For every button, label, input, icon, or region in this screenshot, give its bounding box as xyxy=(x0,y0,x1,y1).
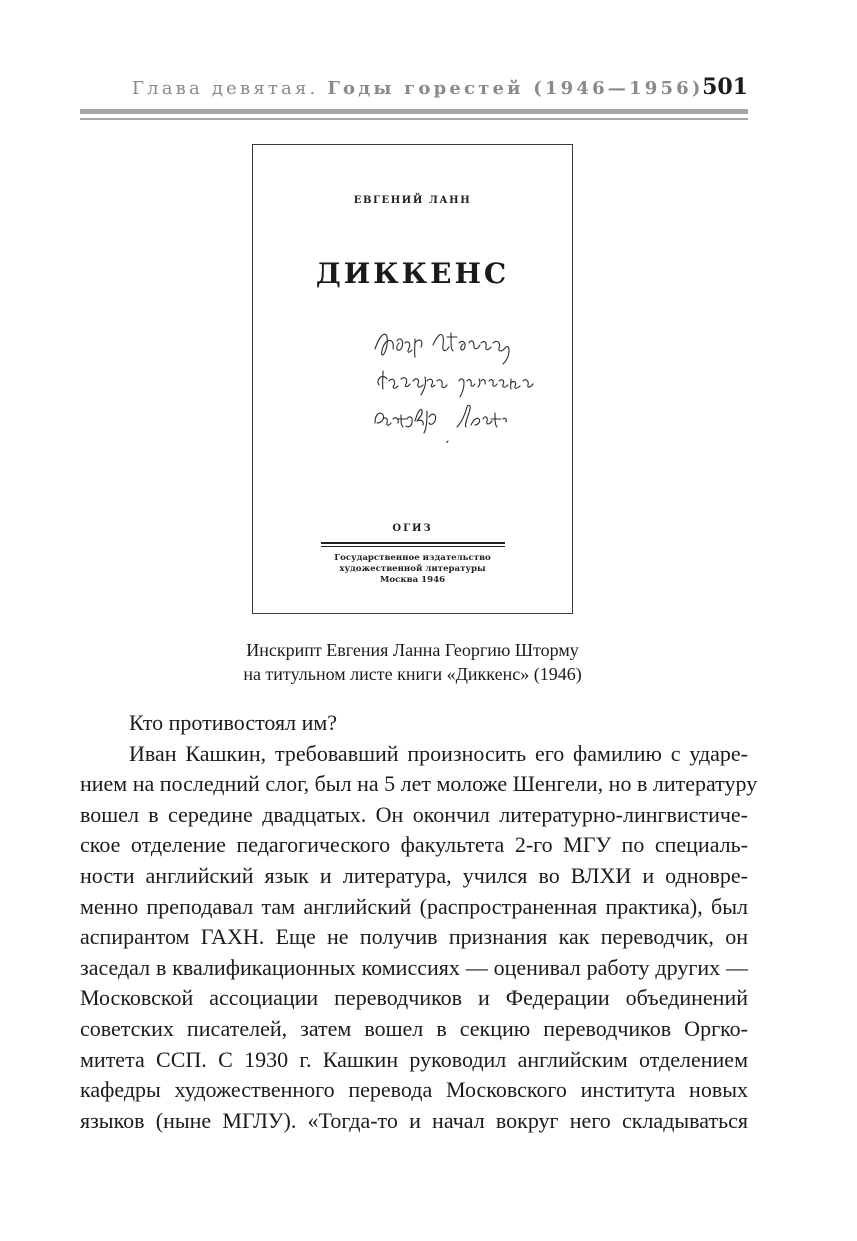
text-line: митета ССП. С 1930 г. Кашкин руководил английским отделением xyxy=(80,1046,748,1072)
title-page-illustration xyxy=(252,144,573,614)
title-page-imprint xyxy=(253,553,572,586)
text-line: Кто противостоял им? xyxy=(129,710,338,735)
header-rule-thick xyxy=(80,109,748,114)
caption-line: на титульном листе книги «Диккенс» (1946) xyxy=(243,664,582,684)
text-line: кафедры художественного перевода Московского института новых xyxy=(80,1077,748,1103)
page-number: 501 xyxy=(702,74,748,100)
title-page-author: ЕВГЕНИЙ ЛАНН xyxy=(353,195,472,206)
title-page-rule-thin xyxy=(321,546,505,547)
header-rule-thin xyxy=(80,118,748,120)
chapter-title: Годы горестей (1946—1956) xyxy=(327,78,704,99)
imprint-line: Государственное издательство xyxy=(334,553,491,563)
title-page-book-title: ДИККЕНС xyxy=(315,257,510,290)
text-line: ности английский язык и литература, учился во ВЛХИ и одновре- xyxy=(80,862,748,888)
text-line: Иван Кашкин, требовавший произносить его фамилию с ударе- xyxy=(129,740,748,766)
text-line: Московской ассоциации переводчиков и Федерации объединений xyxy=(80,985,748,1011)
caption-line: Инскрипт Евгения Ланна Георгию Шторму xyxy=(246,640,579,660)
running-head xyxy=(80,74,748,104)
figure-caption xyxy=(160,638,665,686)
text-line: ское отделение педагогического факультета 2-го МГУ по специаль- xyxy=(80,832,748,858)
text-line: аспирантом ГАХН. Еще не получив признания как переводчик, он xyxy=(80,924,748,950)
text-line: нием на последний слог, был на 5 лет моложе Шенгели, но в литературу xyxy=(80,771,758,797)
text-line: менно преподавал там английский (распространенная практика), был xyxy=(80,893,748,919)
running-head-chapter xyxy=(132,78,704,99)
body-text xyxy=(80,708,758,1136)
text-line: вошел в середине двадцатых. Он окончил литературно-лингвистиче- xyxy=(80,801,748,827)
title-page-publisher: ОГИЗ xyxy=(392,523,433,534)
chapter-label: Глава девятая. xyxy=(132,78,319,99)
imprint-line: художественной литературы xyxy=(339,564,486,574)
imprint-line: Москва 1946 xyxy=(379,575,446,585)
title-page-rule xyxy=(321,542,505,544)
text-line: языков (ныне МГЛУ). «Тогда-то и начал вокруг него складываться xyxy=(80,1107,748,1133)
text-line: заседал в квалификационных комиссиях — оценивал работу других — xyxy=(80,954,748,980)
text-line: советских писателей, затем вошел в секцию переводчиков Оргко- xyxy=(80,1015,748,1041)
handwritten-inscription xyxy=(371,323,561,443)
